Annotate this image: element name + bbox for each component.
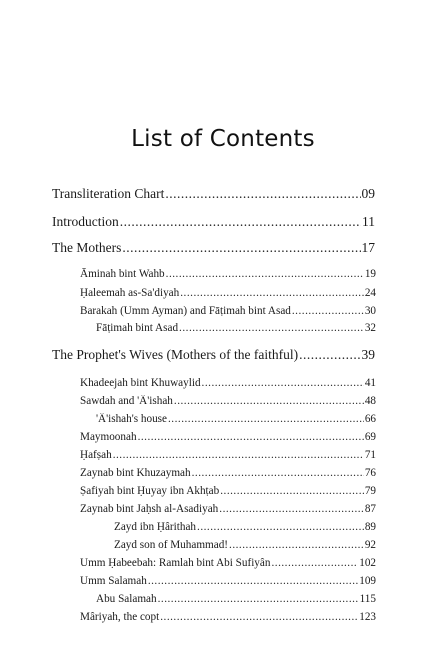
dot-leader xyxy=(165,186,360,202)
page-title: List of Contents xyxy=(131,126,315,152)
toc-entry-mariyah-the-copt[interactable] xyxy=(80,611,376,623)
toc-page-number: 87 xyxy=(364,503,376,515)
toc-page-number: 71 xyxy=(364,449,376,461)
toc-entry-label: Abu Salamah xyxy=(96,593,157,605)
toc-page-number: 115 xyxy=(359,593,376,605)
toc-page-number: 39 xyxy=(361,347,375,362)
toc-page-number: 109 xyxy=(359,575,376,587)
dot-leader xyxy=(174,395,364,407)
toc-entry-label: Mâriyah, the copt xyxy=(80,611,160,623)
dot-leader xyxy=(271,557,358,569)
toc-entry-safiyah[interactable] xyxy=(80,485,376,497)
toc-page-number: 17 xyxy=(361,240,375,255)
toc-page-number: 89 xyxy=(364,521,376,533)
toc-entry-zaynab-bint-jahsh[interactable] xyxy=(80,503,376,515)
toc-entry-label: Barakah (Umm Ayman) and Fāṭimah bint Asad xyxy=(80,305,291,317)
dot-leader xyxy=(180,287,364,299)
toc-entry-label: Introduction xyxy=(52,214,119,229)
dot-leader xyxy=(299,347,360,363)
toc-entry-label: Zaynab bint Jaḥsh al-Asadiyah xyxy=(80,503,219,515)
toc-entry-label: Khadeejah bint Khuwaylid xyxy=(80,377,201,389)
toc-page-number: 48 xyxy=(364,395,376,407)
dot-leader xyxy=(229,539,364,551)
toc-entry-label: Umm Ḥabeebah: Ramlah bint Abi Sufiyân xyxy=(80,557,271,569)
toc-entry-label: Zayd son of Muhammad! xyxy=(114,539,229,551)
toc-page-number: 11 xyxy=(362,214,375,229)
dot-leader xyxy=(197,521,364,533)
dot-leader xyxy=(166,268,364,280)
toc-entry-label: Ṣafiyah bint Ḥuyay ibn Akhṭab xyxy=(80,485,220,497)
toc-page-number: 41 xyxy=(364,377,376,389)
toc-entry-umm-salamah[interactable] xyxy=(80,575,376,587)
dot-leader xyxy=(120,214,361,230)
toc-entry-khadeejah[interactable] xyxy=(80,377,376,389)
dot-leader xyxy=(220,485,364,497)
toc-entry-haleemah[interactable] xyxy=(80,287,376,299)
toc-entry-abu-salamah[interactable] xyxy=(96,593,376,605)
dot-leader xyxy=(192,467,364,479)
toc-entry-zayd-son-of-muhammad[interactable] xyxy=(114,539,376,551)
toc-page-number: 102 xyxy=(359,557,376,569)
dot-leader xyxy=(179,322,364,334)
toc-entry-label: Ḥaleemah as-Sa'diyah xyxy=(80,287,180,299)
toc-entry-label: Zaynab bint Khuzaymah xyxy=(80,467,191,479)
toc-entry-label: Āminah bint Wahb xyxy=(80,268,165,280)
toc-page-number: 09 xyxy=(361,186,375,201)
toc-entry-label: Sawdah and 'Â'ishah xyxy=(80,395,173,407)
toc-entry-label: 'Â'ishah's house xyxy=(96,413,167,425)
toc-entry-hafsah[interactable] xyxy=(80,449,376,461)
toc-entry-sawdah-aishah[interactable] xyxy=(80,395,376,407)
toc-entry-introduction[interactable] xyxy=(52,214,375,230)
dot-leader xyxy=(160,611,358,623)
toc-entry-the-mothers[interactable] xyxy=(52,240,375,256)
toc-entry-label: Fāṭimah bint Asad xyxy=(96,322,179,334)
toc-entry-label: The Prophet's Wives (Mothers of the faithful) xyxy=(52,347,299,362)
toc-entry-fatimah-bint-asad[interactable] xyxy=(96,322,376,334)
toc-page-number: 30 xyxy=(364,305,376,317)
toc-page-number: 92 xyxy=(364,539,376,551)
toc-page-number: 66 xyxy=(364,413,376,425)
toc-page-number: 32 xyxy=(364,322,376,334)
dot-leader xyxy=(168,413,364,425)
toc-page-number: 79 xyxy=(364,485,376,497)
toc-entry-label: Umm Salamah xyxy=(80,575,147,587)
toc-entry-transliteration-chart[interactable] xyxy=(52,186,375,202)
toc-entry-label: Ḥafṣah xyxy=(80,449,112,461)
dot-leader xyxy=(148,575,358,587)
toc-entry-maymoonah[interactable] xyxy=(80,431,376,443)
toc-entry-umm-habeebah[interactable] xyxy=(80,557,376,569)
dot-leader xyxy=(122,240,360,256)
dot-leader xyxy=(292,305,364,317)
toc-page-number: 24 xyxy=(364,287,376,299)
toc-entry-aishahs-house[interactable] xyxy=(96,413,376,425)
toc-entry-zayd-ibn-harithah[interactable] xyxy=(114,521,376,533)
toc-entry-label: Transliteration Chart xyxy=(52,186,165,201)
toc-entry-label: The Mothers xyxy=(52,240,122,255)
toc-entry-label: Maymoonah xyxy=(80,431,137,443)
toc-entry-barakah[interactable] xyxy=(80,305,376,317)
dot-leader xyxy=(202,377,364,389)
dot-leader xyxy=(158,593,359,605)
toc-page-number: 123 xyxy=(359,611,376,623)
dot-leader xyxy=(138,431,364,443)
toc-entry-aminah-bint-wahb[interactable] xyxy=(80,268,376,280)
dot-leader xyxy=(113,449,364,461)
toc-entry-label: Zayd ibn Ḥârithah xyxy=(114,521,197,533)
toc-page-number: 69 xyxy=(364,431,376,443)
toc-page-number: 19 xyxy=(364,268,376,280)
toc-entry-zaynab-bint-khuzaymah[interactable] xyxy=(80,467,376,479)
dot-leader xyxy=(219,503,364,515)
toc-page-number: 76 xyxy=(364,467,376,479)
toc-entry-prophets-wives[interactable] xyxy=(52,347,375,363)
